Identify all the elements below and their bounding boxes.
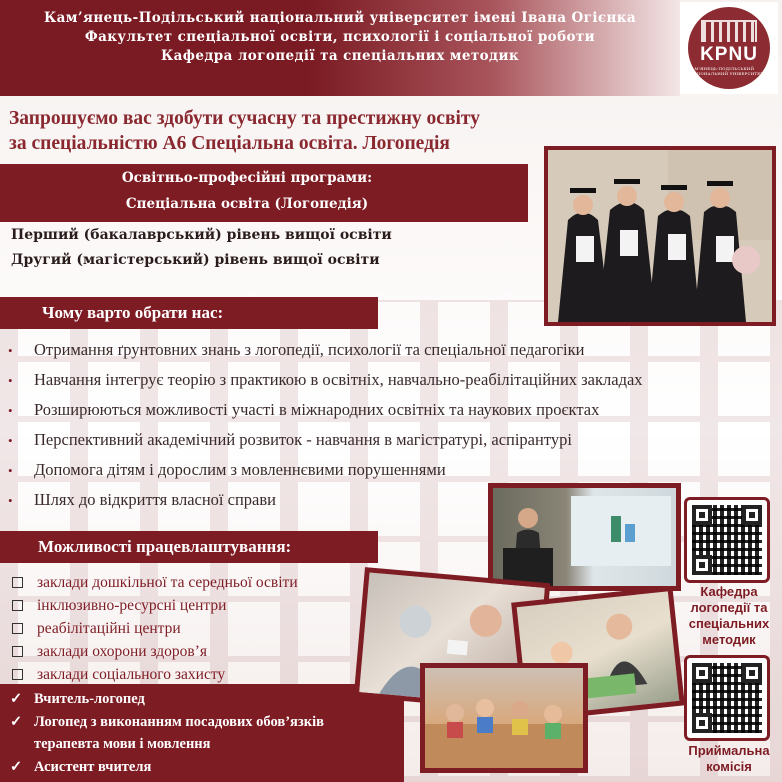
role-text: Вчитель-логопед — [34, 691, 145, 707]
qr-label-admissions: Приймальна комісія — [688, 743, 770, 774]
checkbox-icon — [12, 577, 23, 588]
list-item — [8, 338, 768, 368]
checkbox-icon — [12, 669, 23, 680]
bullet-icon: • — [8, 463, 13, 478]
checkmark-icon: ✓ — [10, 713, 23, 730]
list-item-text: Перспективний академічний розвиток - навчання в магістратурі, аспірантурі — [34, 430, 572, 449]
job-roles-box — [0, 684, 404, 782]
list-item-text: Розширюються можливості участі в міжнародних освітніх та наукових проєктах — [34, 400, 600, 419]
role-item — [10, 733, 404, 756]
program-name: Спеціальна освіта (Логопедія) — [125, 196, 369, 212]
list-item-text: реабілітаційні центри — [37, 620, 181, 637]
list-item-text: Шлях до відкриття власної справи — [34, 490, 276, 509]
qr-label-department: Кафедра логопедії та спеціальних методик — [688, 584, 770, 647]
education-levels — [11, 223, 531, 273]
role-text: Логопед з виконанням посадових обов’язків — [34, 713, 324, 730]
graduates-photo — [548, 150, 772, 322]
list-item-text: Допомога дітям і дорослим з мовленнєвими порушеннями — [34, 460, 446, 479]
checkbox-icon — [12, 623, 23, 634]
bullet-icon: • — [8, 373, 13, 388]
classroom-photo — [420, 663, 588, 773]
checkbox-icon — [12, 646, 23, 657]
list-item — [12, 573, 372, 596]
list-item-text: інклюзивно-ресурсні центри — [37, 597, 227, 614]
list-item — [8, 368, 768, 398]
list-item-text: Навчання інтегрує теорію з практикою в освітніх, навчально-реабілітаційних закладах — [34, 370, 643, 389]
university-name: Кам’янець-Подільський національний університет імені Івана Огієнка — [43, 10, 637, 26]
role-item — [10, 688, 404, 711]
list-item-text: Отримання ґрунтовних знань з логопедії, психології та спеціальної педагогіки — [34, 340, 585, 359]
graduates-illustration — [548, 150, 772, 322]
programs-box — [0, 164, 528, 222]
university-logo — [680, 2, 778, 94]
role-item — [10, 756, 404, 779]
list-item — [12, 619, 372, 642]
employment-places-list — [12, 573, 372, 688]
speaker-photo — [488, 483, 681, 591]
level-bachelor: Перший (бакалаврський) рівень вищої освіти — [11, 227, 392, 243]
checkmark-icon: ✓ — [10, 758, 23, 775]
list-item-text: заклади охорони здоров’я — [37, 643, 208, 660]
list-item — [12, 642, 372, 665]
list-item — [12, 596, 372, 619]
headline-line-1: Запрошуємо вас здобути сучасну та престижну освіту — [9, 108, 480, 129]
department-name: Кафедра логопедії та спеціальних методик — [160, 48, 520, 64]
qr-icon — [692, 505, 762, 575]
logo-text: KPNU — [700, 44, 758, 65]
qr-code-department[interactable] — [684, 497, 770, 583]
list-item-text: заклади соціального захисту — [37, 666, 226, 683]
level-master: Другий (магістерський) рівень вищої освіти — [11, 252, 380, 268]
employment-heading: Можливості працевлаштування: — [0, 531, 378, 563]
bullet-icon: • — [8, 433, 13, 448]
bullet-icon: • — [8, 403, 13, 418]
headline-line-2: за спеціальністю А6 Спеціальна освіта. Логопедія — [9, 133, 450, 154]
role-text: терапевта мови і мовлення — [34, 736, 211, 752]
classroom-illustration — [425, 668, 583, 768]
header-banner — [0, 0, 680, 96]
logo-emblem — [688, 7, 770, 89]
bullet-icon: • — [8, 493, 13, 508]
role-text: Асистент вчителя — [34, 758, 152, 775]
checkbox-icon — [12, 600, 23, 611]
list-item — [8, 428, 768, 458]
speaker-illustration — [493, 488, 676, 586]
checkmark-icon: ✓ — [10, 691, 23, 707]
headline — [9, 106, 569, 156]
why-us-heading: Чому варто обрати нас: — [0, 297, 378, 329]
list-item-text: заклади дошкільної та середньої освіти — [37, 574, 298, 591]
list-item — [8, 398, 768, 428]
role-item — [10, 711, 404, 734]
graduates-photo-frame — [544, 146, 776, 326]
faculty-name: Факультет спеціальної освіти, психології і соціальної роботи — [84, 29, 596, 45]
qr-code-admissions[interactable] — [684, 655, 770, 741]
building-icon — [701, 20, 757, 42]
bullet-icon: • — [8, 343, 13, 358]
programs-title: Освітньо-професійні програми: — [121, 170, 373, 186]
qr-icon — [692, 663, 762, 733]
logo-subtext: КАМ'ЯНЕЦЬ-ПОДІЛЬСЬКИЙ НАЦІОНАЛЬНИЙ УНІВЕРСИТЕТ — [688, 66, 764, 76]
